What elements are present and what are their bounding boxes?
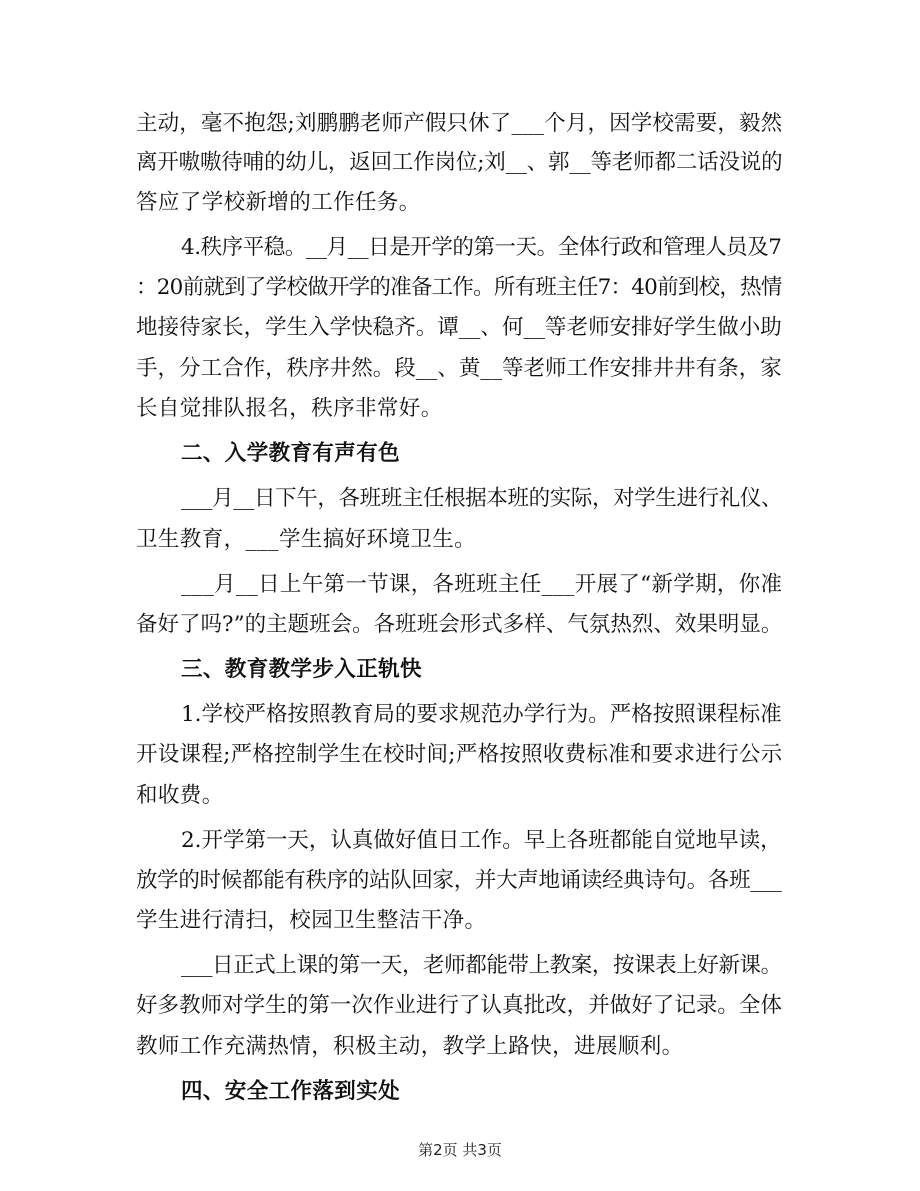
paragraph-line: 和收费。 (136, 783, 224, 808)
paragraph-line: 长自觉排队报名，秩序非常好。 (136, 396, 443, 421)
page-number-footer: 第2页 共3页 (418, 1141, 502, 1159)
paragraph-line: 开设课程;严格控制学生在校时间;严格按照收费标准和要求进行公示 (136, 742, 783, 767)
section-heading: 三、教育教学步入正轨快 (181, 657, 422, 682)
paragraph-line: 学生进行清扫，校园卫生整洁干净。 (136, 908, 487, 933)
paragraph-line: 答应了学校新增的工作任务。 (136, 190, 421, 215)
paragraph-line: 2.开学第一天，认真做好值日工作。早上各班都能自觉地早读， (181, 828, 782, 853)
paragraph-line: ___月__日上午第一节课，各班班主任___开展了“新学期，你准 (181, 572, 783, 597)
paragraph-line: ：20前就到了学校做开学的准备工作。所有班主任7：40前到校，热情 (136, 275, 782, 300)
paragraph-line: 离开嗷嗷待哺的幼儿，返回工作岗位;刘__、郭__等老师都二话没说的 (136, 150, 783, 175)
paragraph-line: 1.学校严格按照教育局的要求规范办学行为。严格按照课程标准 (181, 702, 782, 727)
paragraph-line: ___月__日下午，各班班主任根据本班的实际，对学生进行礼仪、 (181, 486, 783, 511)
section-heading: 二、入学教育有声有色 (181, 441, 401, 466)
paragraph-line: 手，分工合作，秩序井然。段__、黄__等老师工作安排井井有条，家 (136, 356, 782, 381)
paragraph-line: 教师工作充满热情，积极主动，教学上路快，进展顺利。 (136, 1034, 684, 1059)
paragraph-line: 放学的时候都能有秩序的站队回家，并大声地诵读经典诗句。各班___ (136, 868, 782, 893)
paragraph-line: 地接待家长，学生入学快稳齐。谭__、何__等老师安排好学生做小助 (136, 315, 782, 340)
paragraph-line: 备好了吗?”的主题班会。各班班会形式多样、气氛热烈、效果明显。 (136, 612, 783, 637)
paragraph-line: 好多教师对学生的第一次作业进行了认真批改，并做好了记录。全体 (136, 993, 783, 1018)
section-heading: 四、安全工作落到实处 (181, 1079, 401, 1104)
paragraph-line: ___日正式上课的第一天，老师都能带上教案，按课表上好新课。 (181, 953, 782, 978)
paragraph-line: 4.秩序平稳。__月__日是开学的第一天。全体行政和管理人员及7 (181, 235, 782, 260)
paragraph-line: 主动，毫不抱怨;刘鹏鹏老师产假只休了___个月，因学校需要，毅然 (136, 111, 783, 136)
paragraph-line: 卫生教育，___学生搞好环境卫生。 (136, 527, 477, 552)
